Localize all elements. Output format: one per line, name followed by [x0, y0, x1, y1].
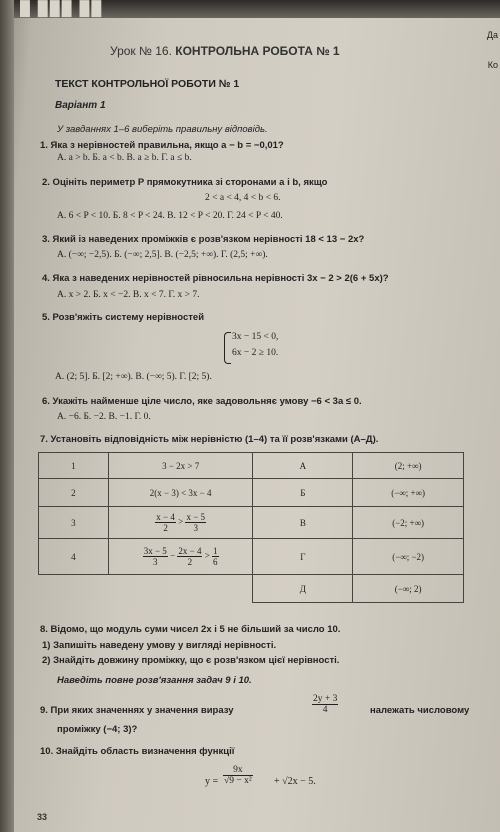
instruction-2: Наведіть повне розв'язання задач 9 і 10.: [57, 675, 252, 686]
q9-text-a: 9. При яких значеннях y значення виразу: [40, 705, 234, 716]
inequality: 2(x − 3) < 3x − 4: [108, 479, 253, 507]
row-number: 4: [39, 539, 109, 575]
variant-label: Варіант 1: [55, 100, 106, 111]
q6-text: 6. Укажіть найменше ціле число, яке задовольняє умову −6 < 3a ≤ 0.: [42, 396, 362, 407]
header-title: КОНТРОЛЬНА РОБОТА № 1: [175, 44, 340, 58]
table-row: [39, 539, 464, 575]
fraction: [143, 546, 168, 567]
operator: −: [170, 550, 176, 561]
answer-letter: Д: [253, 575, 353, 603]
numerator: 3x − 5: [143, 546, 167, 556]
numerator: 9x: [223, 765, 253, 776]
answer-letter: Б: [253, 479, 353, 507]
top-band: █ ███ ██: [0, 0, 500, 18]
numerator: x − 5: [186, 512, 206, 522]
denominator: 4: [322, 705, 328, 715]
q9-text-b: належать числовому: [370, 705, 470, 716]
q10-rest: + √2x − 5.: [274, 776, 316, 787]
q8-sub2: 2) Знайдіть довжину проміжку, що є розв'язком цієї нерівності.: [42, 655, 340, 666]
denominator: √9 − x²: [224, 776, 252, 786]
fraction: [177, 546, 202, 567]
answer-interval: (−∞; 2): [353, 575, 464, 603]
fraction: [212, 546, 219, 567]
answer-interval: (−∞; −2): [353, 539, 464, 575]
operator: >: [178, 516, 184, 527]
inequality: [108, 539, 253, 575]
q6-answers: А. −6. Б. −2. В. −1. Г. 0.: [57, 412, 151, 422]
table-row: [39, 453, 464, 479]
q5-line2: 6x − 2 ≥ 10.: [232, 348, 279, 358]
empty-cell: [108, 575, 253, 603]
q2-text: 2. Оцініть периметр P прямокутника зі сторонами a і b, якщо: [42, 177, 328, 188]
row-number: 3: [39, 507, 109, 539]
inequality: [108, 507, 253, 539]
q4-answers: А. x > 2. Б. x < −2. В. x < 7. Г. x > 7.: [57, 290, 200, 300]
q7-table: [38, 452, 464, 603]
q1-answers: А. a > b. Б. a < b. В. a ≥ b. Г. a ≤ b.: [57, 153, 192, 163]
page-header: [110, 44, 340, 58]
answer-letter: А: [253, 453, 353, 479]
denominator: 3: [193, 523, 198, 533]
q8-text: 8. Відомо, що модуль суми чисел 2x і 5 не більший за число 10.: [40, 624, 341, 635]
q4-text: 4. Яка з наведених нерівностей рівносильна нерівності 3x − 2 > 2(6 + 5x)?: [42, 273, 389, 284]
operator: >: [204, 550, 210, 561]
q2-condition: 2 < a < 4, 4 < b < 6.: [205, 193, 281, 203]
page-number: 33: [37, 812, 48, 822]
answer-letter: В: [253, 507, 353, 539]
q1-text: 1. Яка з нерівностей правильна, якщо a − b = −0,01?: [40, 140, 284, 151]
system-brace: [224, 332, 231, 364]
q9-fraction: [312, 694, 338, 715]
q5-answers: А. (2; 5]. Б. [2; +∞). В. (−∞; 5). Г. [2; 5).: [55, 372, 212, 382]
answer-interval: (−∞; +∞): [353, 479, 464, 507]
instruction: У завданнях 1–6 виберіть правильну відповідь.: [57, 124, 268, 135]
numerator: x − 4: [156, 512, 175, 522]
numerator: 2x − 4: [178, 546, 202, 556]
lesson-number: Урок № 16.: [110, 44, 172, 58]
table-row: [39, 507, 464, 539]
q7-text: 7. Установіть відповідність між нерівністю (1–4) та її розв'язками (А–Д).: [40, 434, 379, 445]
margin-text-right: Ко: [487, 60, 498, 70]
section-title: ТЕКСТ КОНТРОЛЬНОЇ РОБОТИ № 1: [55, 78, 240, 90]
numerator: 2y + 3: [313, 694, 338, 704]
q10-y: y =: [205, 776, 219, 787]
denominator: 2: [163, 523, 168, 533]
book-spine: [0, 0, 14, 832]
answer-interval: (2; +∞): [353, 453, 464, 479]
row-number: 1: [39, 453, 109, 479]
answer-letter: Г: [253, 539, 353, 575]
q2-answers: А. 6 < P < 10. Б. 8 < P < 24. В. 12 < P < 20. Г. 24 < P < 40.: [57, 211, 283, 221]
empty-cell: [39, 575, 109, 603]
answer-interval: (−2; +∞): [353, 507, 464, 539]
table-row: [39, 479, 464, 507]
numerator: 1: [213, 546, 218, 556]
inequality: 3 − 2x > 7: [108, 453, 253, 479]
denominator: 2: [187, 557, 193, 567]
q10-fraction: [223, 765, 253, 786]
fraction: [185, 512, 206, 533]
q10-text: 10. Знайдіть область визначення функції: [40, 746, 235, 757]
q8-sub1: 1) Запишіть наведену умову у вигляді нерівності.: [42, 640, 277, 651]
q5-text: 5. Розв'яжіть систему нерівностей: [42, 312, 205, 323]
q3-answers: А. (−∞; −2,5). Б. (−∞; 2,5]. В. (−2,5; +∞). Г. (2,5; +∞).: [57, 250, 268, 260]
row-number: 2: [39, 479, 109, 507]
fraction: [155, 512, 176, 533]
denominator: 3: [153, 557, 158, 567]
q9-text-c: проміжку (−4; 3)?: [57, 724, 138, 735]
table-row: [39, 575, 464, 603]
q3-text: 3. Який із наведених проміжків є розв'язком нерівності 18 < 13 − 2x?: [42, 234, 365, 245]
margin-text-top: Да: [486, 30, 498, 40]
q5-line1: 3x − 15 < 0,: [232, 332, 279, 342]
denominator: 6: [213, 557, 218, 567]
